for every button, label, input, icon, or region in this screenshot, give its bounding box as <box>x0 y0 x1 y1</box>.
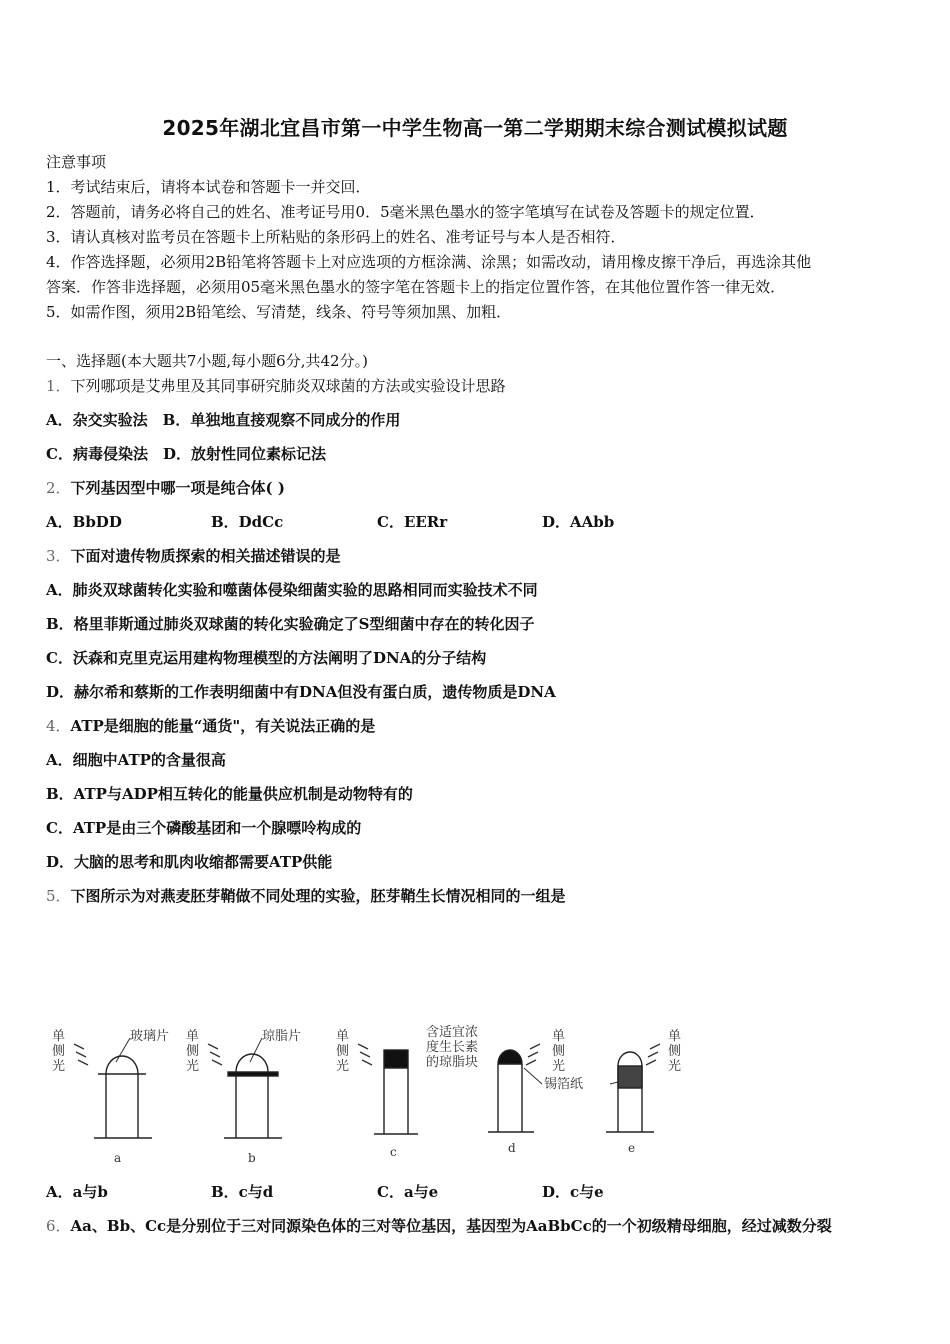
glass-label: 玻璃片 <box>130 1029 170 1044</box>
auxin-agar-label: 含适宜浓度生长素的琼脂块 <box>426 1025 479 1070</box>
panel-letter-a: a <box>114 1151 122 1165</box>
light-label: 单侧光 <box>336 1029 350 1074</box>
question-4 <box>46 716 375 736</box>
coleoptile-figure <box>44 1022 744 1172</box>
panel-letter-c: c <box>390 1145 397 1159</box>
q2-option-c: C．EERr <box>377 513 448 531</box>
agar-label: 琼脂片 <box>262 1029 302 1044</box>
notice-item-4: 4．作答选择题，必须用2B铅笔将答题卡上对应选项的方框涂满、涂黑；如需改动，请用橡皮擦干净后，再选涂其他 <box>46 253 812 271</box>
light-label: 单侧光 <box>552 1029 566 1074</box>
notice-item-4-cont: 答案．作答非选择题，必须用05毫米黑色墨水的签字笔在答题卡上的指定位置作答，在其他位置作答一律无效． <box>46 278 786 296</box>
panel-letter-e: e <box>628 1141 636 1155</box>
notice-item-3: 3．请认真核对监考员在答题卡上所粘贴的条形码上的姓名、准考证号与本人是否相符． <box>46 228 626 246</box>
question-number: 1． <box>46 377 71 395</box>
foil-label: 锡箔纸 <box>544 1077 584 1092</box>
question-number: 2． <box>46 479 71 497</box>
q2-option-a: A．BbDD <box>46 513 122 531</box>
light-label: 单侧光 <box>186 1029 200 1074</box>
question-text: 下列基因型中哪一项是纯合体( ) <box>70 479 285 497</box>
q5-option-c: C．a与e <box>377 1183 439 1201</box>
question-text: 下图所示为对燕麦胚芽鞘做不同处理的实验，胚芽鞘生长情况相同的一组是 <box>70 887 566 905</box>
coleoptile-d <box>488 1029 583 1155</box>
q3-option-b: B．格里菲斯通过肺炎双球菌的转化实验确定了S型细菌中存在的转化因子 <box>46 615 535 633</box>
panel-letter-b: b <box>248 1151 256 1165</box>
q3-option-a: A．肺炎双球菌转化实验和噬菌体侵染细菌实验的思路相同而实验技术不同 <box>46 581 538 599</box>
q4-option-c: C．ATP是由三个磷酸基团和一个腺嘌呤构成的 <box>46 819 362 837</box>
q3-option-d: D．赫尔希和蔡斯的工作表明细菌中有DNA但没有蛋白质，遗传物质是DNA <box>46 683 556 701</box>
q3-option-c: C．沃森和克里克运用建构物理模型的方法阐明了DNA的分子结构 <box>46 649 487 667</box>
notice-item-1: 1．考试结束后，请将本试卷和答题卡一并交回． <box>46 178 371 196</box>
q5-option-b: B．c与d <box>211 1183 274 1201</box>
question-1 <box>46 376 506 396</box>
coleoptile-c <box>336 1025 478 1159</box>
q5-option-a: A．a与b <box>46 1183 108 1201</box>
coleoptile-b <box>186 1028 301 1165</box>
light-label: 单侧光 <box>668 1029 682 1074</box>
q2-option-b: B．DdCc <box>211 513 284 531</box>
panel-letter-d: d <box>508 1141 516 1155</box>
notice-item-2: 2．答题前，请务必将自己的姓名、准考证号用0．5毫米黑色墨水的签字笔填写在试卷及答题卡的规定位置． <box>46 203 765 221</box>
q1-options-row-1: A．杂交实验法 B．单独地直接观察不同成分的作用 <box>46 411 401 429</box>
question-5 <box>46 886 566 906</box>
q2-option-d: D．AAbb <box>542 513 615 531</box>
question-number: 4． <box>46 717 71 735</box>
notice-heading: 注意事项 <box>46 153 107 171</box>
q1-options-row-2: C．病毒侵染法 D．放射性同位素标记法 <box>46 445 326 463</box>
question-text: ATP是细胞的能量“通货"，有关说法正确的是 <box>70 717 376 735</box>
question-text: 下列哪项是艾弗里及其同事研究肺炎双球菌的方法或实验设计思路 <box>70 377 506 395</box>
coleoptile-e <box>606 1029 681 1155</box>
q5-option-d: D．c与e <box>542 1183 604 1201</box>
question-number: 5． <box>46 887 71 905</box>
section-heading: 一、选择题(本大题共7小题,每小题6分,共42分。) <box>46 352 368 370</box>
question-3 <box>46 546 341 566</box>
light-label: 单侧光 <box>52 1029 66 1074</box>
question-6 <box>46 1216 832 1236</box>
q4-option-a: A．细胞中ATP的含量很高 <box>46 751 226 769</box>
coleoptile-a <box>52 1028 169 1165</box>
q4-option-b: B．ATP与ADP相互转化的能量供应机制是动物特有的 <box>46 785 413 803</box>
question-number: 6． <box>46 1217 71 1235</box>
notice-item-5: 5．如需作图，须用2B铅笔绘、写清楚，线条、符号等须加黑、加粗． <box>46 303 512 321</box>
question-text: 下面对遗传物质探索的相关描述错误的是 <box>70 547 341 565</box>
exam-title: 2025年湖北宜昌市第一中学生物高一第二学期期末综合测试模拟试题 <box>162 116 788 140</box>
question-2 <box>46 478 285 498</box>
question-text: Aa、Bb、Cc是分别位于三对同源染色体的三对等位基因，基因型为AaBbCc的一个初级精母细胞，经过减数分裂 <box>70 1217 832 1235</box>
q4-option-d: D．大脑的思考和肌肉收缩都需要ATP供能 <box>46 853 333 871</box>
question-number: 3． <box>46 547 71 565</box>
